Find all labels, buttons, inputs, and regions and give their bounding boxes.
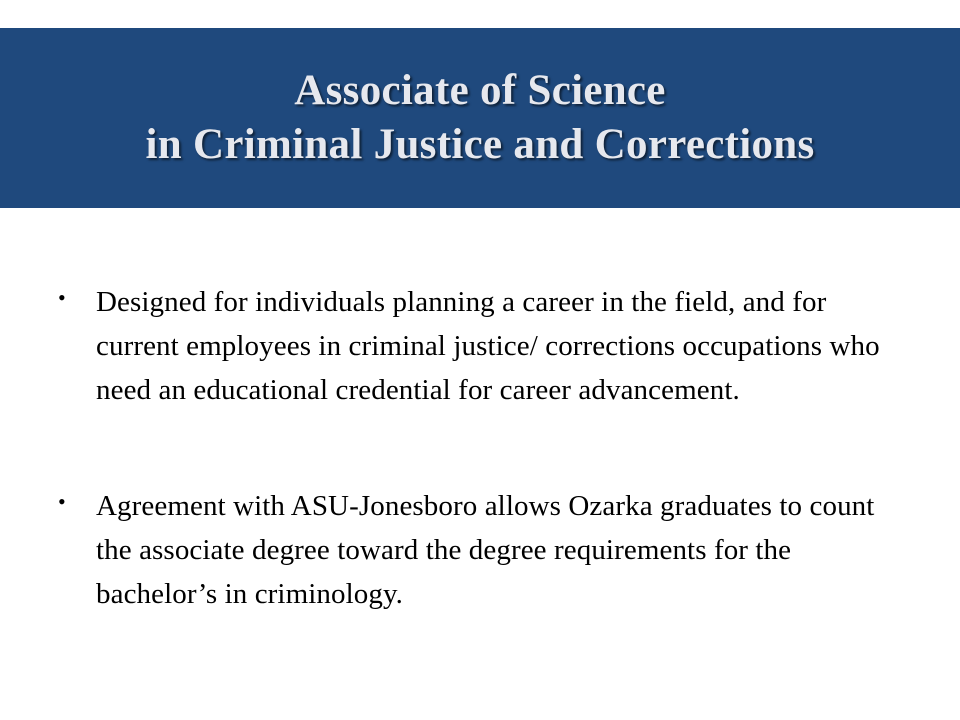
bullet-item-transfer-agreement [56,484,916,616]
bullet-dot-icon: • [58,285,66,310]
bullet-text: Agreement with ASU-Jonesboro allows Ozarka graduates to count the associate degree toward the degree requirements for the bachelor’s in criminology. [96,490,875,610]
bullet-text: Designed for individuals planning a career in the field, and for current employees in criminal justice/ corrections occupations who need an educational credential for career advancement. [96,286,880,406]
bullet-item-program-purpose [56,280,916,412]
title-banner [0,28,960,208]
bullet-list [56,280,916,616]
bullet-dot-icon: • [58,489,66,514]
title-line-2: in Criminal Justice and Corrections [145,121,815,168]
title-line-1: Associate of Science [294,67,666,114]
